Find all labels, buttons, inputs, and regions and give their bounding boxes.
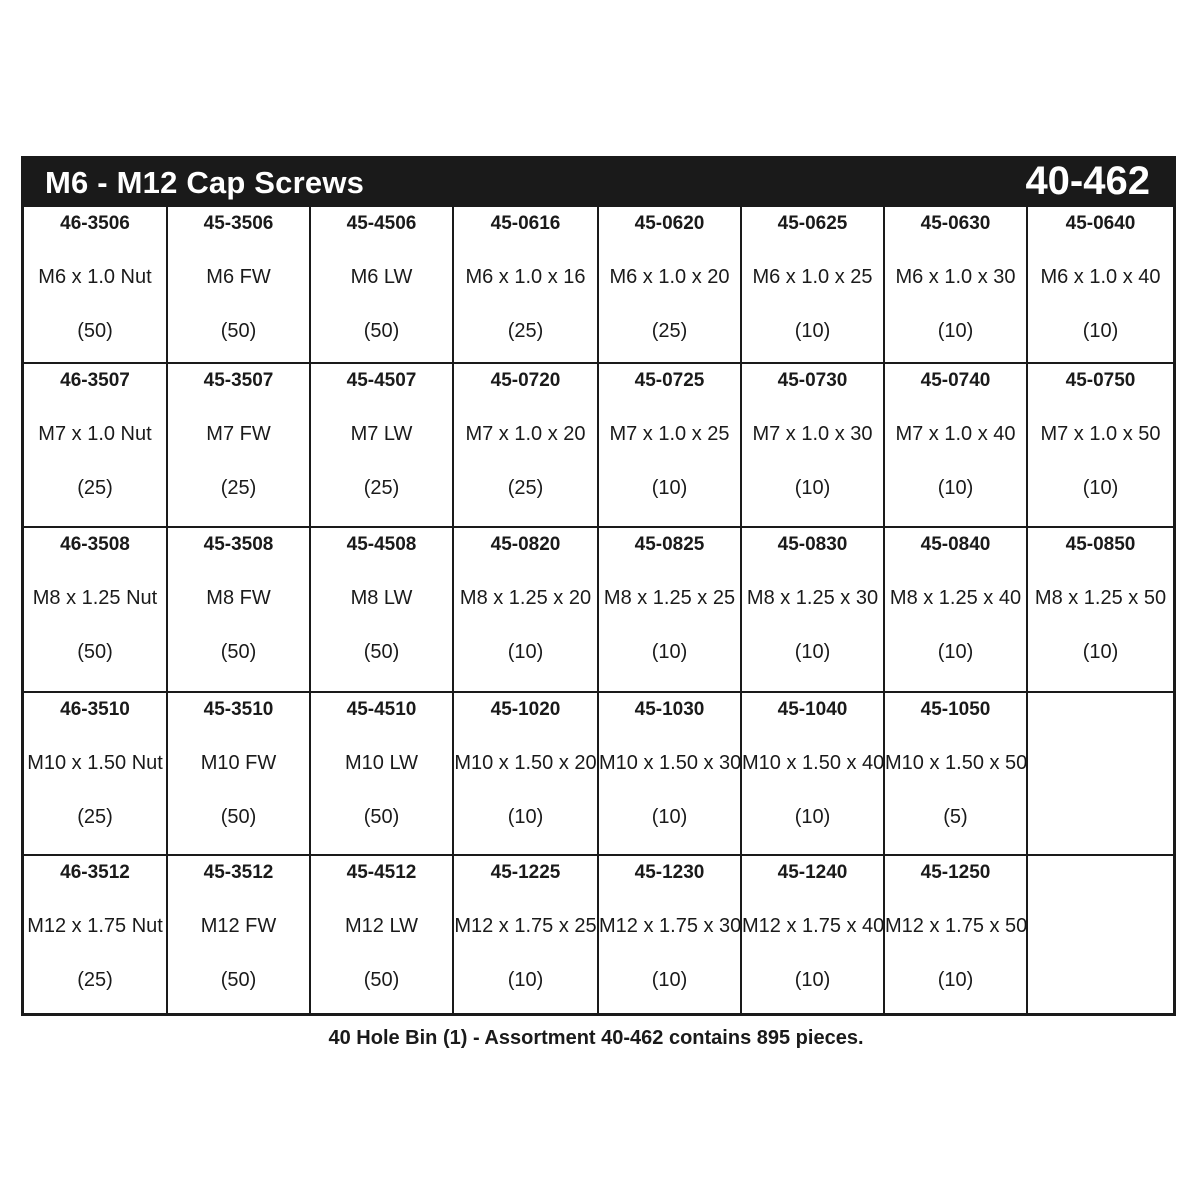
part-quantity: (50) xyxy=(220,969,257,991)
part-size: M7 x 1.0 Nut xyxy=(38,423,152,445)
part-quantity: (10) xyxy=(794,641,831,663)
part-number: 45-1240 xyxy=(777,862,848,883)
part-size: M6 x 1.0 x 25 xyxy=(752,266,873,288)
page-title: M6 - M12 Cap Screws xyxy=(45,165,365,200)
part-number: 45-0725 xyxy=(634,370,705,391)
bin-cell xyxy=(599,207,742,364)
part-quantity: (25) xyxy=(77,477,113,499)
empty-bin-cell xyxy=(1028,856,1173,1013)
part-quantity: (10) xyxy=(794,969,831,991)
part-quantity: (10) xyxy=(937,969,974,991)
part-number: 45-4506 xyxy=(346,213,417,234)
part-number: 45-1225 xyxy=(490,862,561,883)
bin-cell xyxy=(168,528,311,693)
part-quantity: (10) xyxy=(794,320,831,342)
bin-cell xyxy=(311,364,454,528)
bin-cell xyxy=(1028,528,1173,693)
part-number: 45-1030 xyxy=(634,699,705,720)
part-size: M7 x 1.0 x 30 xyxy=(752,423,873,445)
part-number: 45-1050 xyxy=(920,699,991,720)
part-number: 45-0730 xyxy=(777,370,848,391)
bin-cell xyxy=(168,856,311,1013)
part-size: M12 FW xyxy=(200,915,277,937)
part-size: M6 x 1.0 x 30 xyxy=(895,266,1016,288)
part-size: M8 x 1.25 x 50 xyxy=(1034,587,1167,609)
part-size: M7 x 1.0 x 40 xyxy=(895,423,1016,445)
part-size: M6 x 1.0 x 40 xyxy=(1040,266,1161,288)
part-number: 45-3508 xyxy=(203,534,274,555)
bin-cell xyxy=(168,207,311,364)
part-number: 45-0640 xyxy=(1065,213,1136,234)
part-quantity: (25) xyxy=(363,477,400,499)
part-quantity: (10) xyxy=(937,641,974,663)
part-quantity: (10) xyxy=(937,320,974,342)
bin-cell xyxy=(885,364,1028,528)
bin-cell xyxy=(24,528,168,693)
part-number: 45-0620 xyxy=(634,213,705,234)
part-number: 46-3512 xyxy=(60,862,130,883)
part-size: M8 FW xyxy=(206,587,271,609)
part-quantity: (25) xyxy=(77,806,113,828)
part-size: M12 LW xyxy=(345,915,418,937)
bin-cell xyxy=(599,528,742,693)
part-quantity: (25) xyxy=(220,477,257,499)
bin-cell xyxy=(24,207,168,364)
part-number: 46-3510 xyxy=(60,699,130,720)
part-size: M10 x 1.50 Nut xyxy=(27,752,163,774)
part-size: M12 x 1.75 x 30 xyxy=(599,915,742,937)
footer-note: 40 Hole Bin (1) - Assortment 40-462 contains 895 pieces. xyxy=(328,1027,864,1049)
part-size: M10 FW xyxy=(200,752,277,774)
part-number: 45-0616 xyxy=(490,213,561,234)
part-number: 45-3506 xyxy=(203,213,274,234)
assortment-code: 40-462 xyxy=(1025,159,1150,203)
part-size: M10 LW xyxy=(345,752,418,774)
part-quantity: (10) xyxy=(1082,641,1119,663)
part-quantity: (10) xyxy=(507,806,544,828)
part-number: 45-0830 xyxy=(777,534,848,555)
part-quantity: (10) xyxy=(651,969,688,991)
part-number: 46-3508 xyxy=(60,534,130,555)
part-quantity: (50) xyxy=(363,969,400,991)
bin-cell xyxy=(599,856,742,1013)
part-size: M12 x 1.75 x 40 xyxy=(742,915,885,937)
part-quantity: (25) xyxy=(77,969,113,991)
bin-cell xyxy=(311,207,454,364)
bin-cell xyxy=(885,693,1028,856)
part-size: M10 x 1.50 x 30 xyxy=(599,752,742,774)
bin-cell xyxy=(24,856,168,1013)
part-size: M6 FW xyxy=(206,266,271,288)
bin-cell xyxy=(885,856,1028,1013)
bin-cell xyxy=(454,856,599,1013)
part-number: 45-3507 xyxy=(203,370,274,391)
bin-cell xyxy=(454,528,599,693)
bin-cell xyxy=(168,364,311,528)
part-size: M7 x 1.0 x 25 xyxy=(609,423,730,445)
part-number: 45-0850 xyxy=(1065,534,1136,555)
bin-cell xyxy=(311,856,454,1013)
bin-grid xyxy=(24,207,1173,1013)
part-number: 45-1230 xyxy=(634,862,705,883)
part-number: 45-1040 xyxy=(777,699,848,720)
bin-cell xyxy=(1028,364,1173,528)
part-quantity: (5) xyxy=(943,806,968,828)
part-size: M8 x 1.25 x 40 xyxy=(889,587,1022,609)
bin-cell xyxy=(24,364,168,528)
part-quantity: (10) xyxy=(651,641,688,663)
part-size: M12 x 1.75 x 25 xyxy=(454,915,597,937)
part-number: 45-0820 xyxy=(490,534,561,555)
part-size: M7 LW xyxy=(350,423,413,445)
header-bar xyxy=(24,159,1173,207)
part-quantity: (25) xyxy=(507,477,544,499)
part-quantity: (25) xyxy=(507,320,544,342)
bin-cell xyxy=(1028,207,1173,364)
bin-cell xyxy=(454,207,599,364)
bin-cell xyxy=(454,364,599,528)
part-size: M8 x 1.25 x 20 xyxy=(459,587,592,609)
part-number: 45-0840 xyxy=(920,534,991,555)
bin-cell xyxy=(742,528,885,693)
bin-cell xyxy=(599,364,742,528)
part-size: M7 FW xyxy=(206,423,271,445)
part-size: M6 x 1.0 x 20 xyxy=(609,266,730,288)
bin-cell xyxy=(311,528,454,693)
bin-cell xyxy=(168,693,311,856)
bin-cell xyxy=(24,693,168,856)
bin-cell xyxy=(885,207,1028,364)
part-quantity: (50) xyxy=(363,806,400,828)
empty-bin-cell xyxy=(1028,693,1173,856)
part-quantity: (10) xyxy=(794,477,831,499)
bin-cell xyxy=(599,693,742,856)
part-number: 45-3510 xyxy=(203,699,274,720)
part-quantity: (50) xyxy=(363,320,400,342)
part-number: 45-0625 xyxy=(777,213,848,234)
bin-cell xyxy=(311,693,454,856)
part-number: 45-1020 xyxy=(490,699,561,720)
part-quantity: (25) xyxy=(651,320,688,342)
part-number: 45-0750 xyxy=(1065,370,1136,391)
part-number: 46-3506 xyxy=(60,213,130,234)
part-quantity: (50) xyxy=(77,641,113,663)
part-quantity: (10) xyxy=(794,806,831,828)
part-quantity: (10) xyxy=(651,806,688,828)
part-size: M10 x 1.50 x 40 xyxy=(742,752,885,774)
part-size: M10 x 1.50 x 20 xyxy=(454,752,597,774)
assortment-sheet xyxy=(21,156,1176,1016)
part-number: 45-4512 xyxy=(346,862,417,883)
part-quantity: (50) xyxy=(363,641,400,663)
part-number: 45-4508 xyxy=(346,534,417,555)
part-size: M12 x 1.75 Nut xyxy=(27,915,163,937)
part-size: M7 x 1.0 x 50 xyxy=(1040,423,1161,445)
part-number: 45-0630 xyxy=(920,213,991,234)
bin-cell xyxy=(742,693,885,856)
part-number: 46-3507 xyxy=(60,370,130,391)
part-number: 45-0825 xyxy=(634,534,705,555)
bin-cell xyxy=(885,528,1028,693)
bin-cell xyxy=(454,693,599,856)
part-quantity: (10) xyxy=(507,969,544,991)
part-number: 45-0720 xyxy=(490,370,561,391)
part-size: M6 x 1.0 Nut xyxy=(38,266,152,288)
part-quantity: (50) xyxy=(220,806,257,828)
part-size: M8 LW xyxy=(350,587,413,609)
part-quantity: (50) xyxy=(77,320,113,342)
part-size: M12 x 1.75 x 50 xyxy=(885,915,1028,937)
part-quantity: (10) xyxy=(507,641,544,663)
part-size: M8 x 1.25 x 30 xyxy=(746,587,879,609)
part-size: M10 x 1.50 x 50 xyxy=(885,752,1028,774)
part-number: 45-1250 xyxy=(920,862,991,883)
bin-cell xyxy=(742,364,885,528)
part-number: 45-3512 xyxy=(203,862,274,883)
bin-cell xyxy=(742,856,885,1013)
part-quantity: (10) xyxy=(1082,320,1119,342)
part-quantity: (10) xyxy=(937,477,974,499)
bin-cell xyxy=(742,207,885,364)
part-size: M6 x 1.0 x 16 xyxy=(465,266,586,288)
part-size: M8 x 1.25 x 25 xyxy=(603,587,736,609)
part-size: M6 LW xyxy=(350,266,413,288)
part-number: 45-4510 xyxy=(346,699,417,720)
part-quantity: (50) xyxy=(220,320,257,342)
part-number: 45-4507 xyxy=(346,370,417,391)
part-size: M8 x 1.25 Nut xyxy=(32,587,158,609)
part-number: 45-0740 xyxy=(920,370,991,391)
part-quantity: (10) xyxy=(651,477,688,499)
part-quantity: (10) xyxy=(1082,477,1119,499)
part-size: M7 x 1.0 x 20 xyxy=(465,423,586,445)
part-quantity: (50) xyxy=(220,641,257,663)
